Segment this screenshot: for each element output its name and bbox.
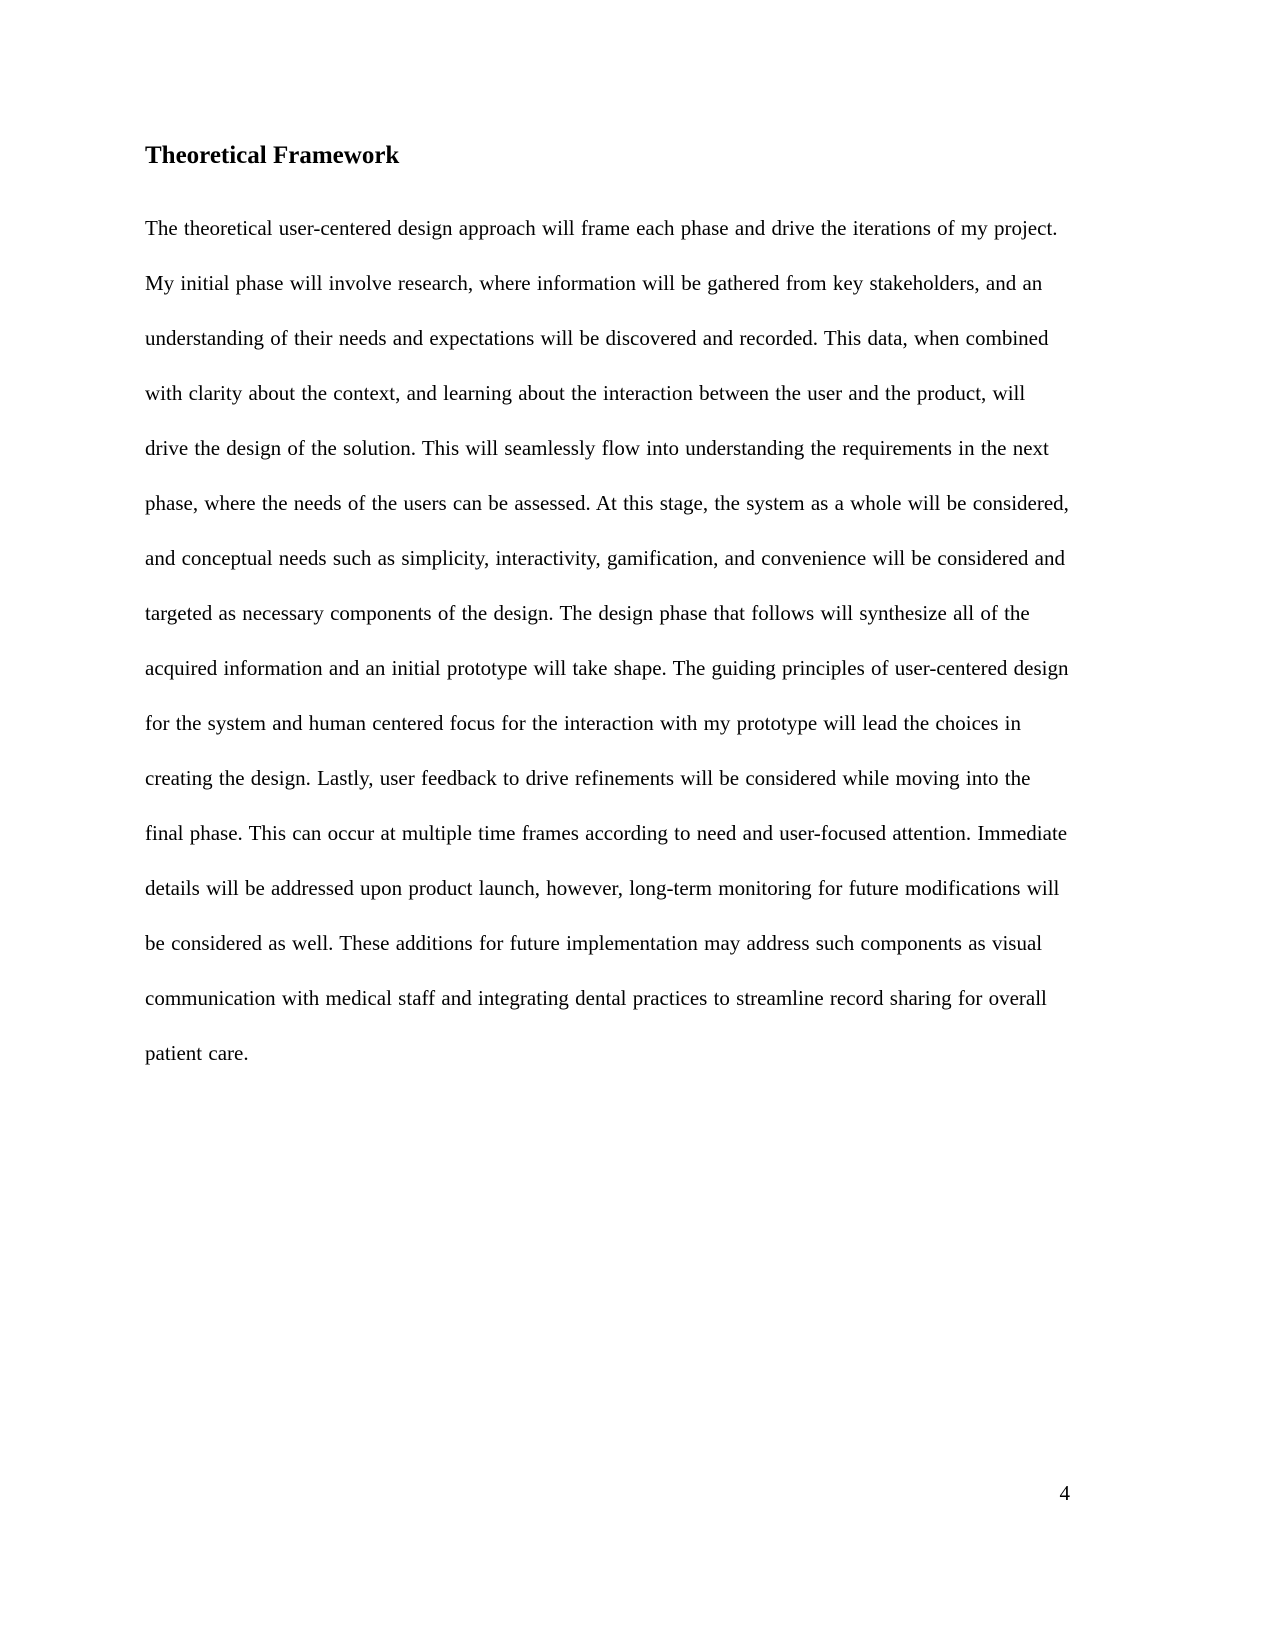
body-paragraph: The theoretical user-centered design approach will frame each phase and drive the iterations of my project. My initial phase will involve research, where information will be gathered from key stakeholders, and an understanding of their needs and expectations will be discovered and recorded. This data, when combined with clarity about the context, and learning about the interaction between the user and the product, will drive the design of the solution. This will seamlessly flow into understanding the requirements in the next phase, where the needs of the users can be assessed. At this stage, the system as a whole will be considered, and conceptual needs such as simplicity, interactivity, gamification, and convenience will be considered and targeted as necessary components of the design. The design phase that follows will synthesize all of the acquired information and an initial prototype will take shape. The guiding principles of user-centered design for the system and human centered focus for the interaction with my prototype will lead the choices in creating the design. Lastly, user feedback to drive refinements will be considered while moving into the final phase. This can occur at multiple time frames according to need and user-focused attention. Immediate details will be addressed upon product launch, however, long-term monitoring for future modifications will be considered as well. These additions for future implementation may address such components as visual communication with medical staff and integrating dental practices to streamline record sharing for overall patient care. (145, 215, 1069, 1065)
section-heading: Theoretical Framework (145, 142, 400, 169)
document-body (145, 140, 1070, 1081)
page-number: 4 (1059, 1481, 1070, 1505)
